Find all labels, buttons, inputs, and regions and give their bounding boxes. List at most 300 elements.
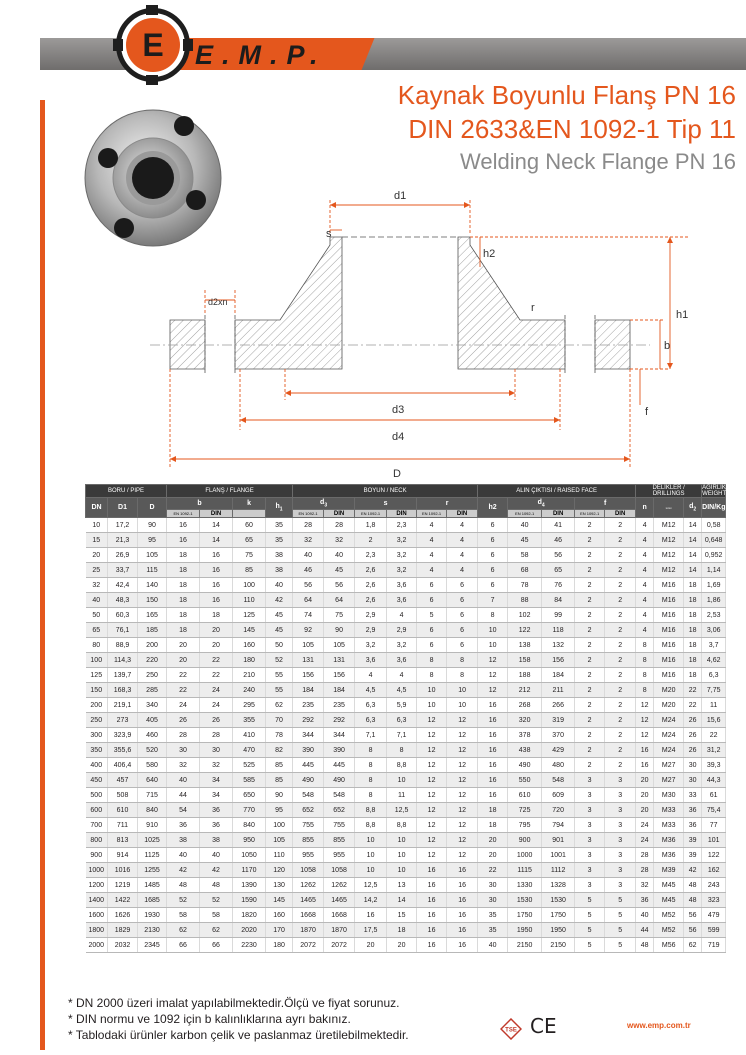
table-cell: 548 (542, 773, 575, 788)
table-cell: 12 (636, 713, 654, 728)
table-cell: 1800 (86, 923, 108, 938)
table-cell: 6 (478, 533, 508, 548)
table-cell: 1219 (108, 878, 138, 893)
table-cell: 105 (324, 638, 355, 653)
table-cell: 1000 (508, 848, 542, 863)
table-cell: 8,8 (355, 818, 387, 833)
col-d4: $d_4$ (508, 498, 575, 510)
table-cell: 39 (684, 833, 702, 848)
table-cell: 12 (417, 758, 447, 773)
table-cell: 158 (508, 653, 542, 668)
table-cell: 40 (478, 938, 508, 953)
table-cell: 26 (167, 713, 200, 728)
table-cell: 44 (636, 923, 654, 938)
table-cell: M36 (654, 833, 684, 848)
table-cell: 8 (636, 668, 654, 683)
table-cell: 36 (684, 803, 702, 818)
table-cell: 150 (138, 593, 167, 608)
dim-d2xn: d2xn (208, 297, 228, 307)
table-cell: 48 (167, 878, 200, 893)
table-cell: 7,1 (355, 728, 387, 743)
table-cell: 66 (200, 938, 233, 953)
table-row (86, 638, 726, 653)
table-cell: 122 (702, 848, 726, 863)
col-weight: DIN/Kg (702, 498, 726, 518)
table-cell: 88,9 (108, 638, 138, 653)
table-cell: 105 (266, 833, 293, 848)
table-cell: 90 (266, 788, 293, 803)
col-dn: DN (86, 498, 108, 518)
table-cell: 3,6 (355, 653, 387, 668)
table-row (86, 908, 726, 923)
table-cell: 3,2 (387, 563, 417, 578)
table-cell: 50 (86, 608, 108, 623)
table-cell: 78 (266, 728, 293, 743)
table-cell: 5 (575, 923, 605, 938)
table-cell: M33 (654, 803, 684, 818)
table-cell: 76 (542, 578, 575, 593)
table-cell: 3 (605, 773, 636, 788)
table-cell: 235 (293, 698, 324, 713)
table-cell: 102 (508, 608, 542, 623)
table-cell: 10 (387, 863, 417, 878)
table-cell: 0,58 (702, 518, 726, 533)
table-cell: 12 (417, 743, 447, 758)
table-cell: 18 (684, 653, 702, 668)
table-cell: 400 (86, 758, 108, 773)
table-cell: 88 (508, 593, 542, 608)
footnote: * Tablodaki ürünler karbon çelik ve paslanmaz üretilebilmektedir. (68, 1028, 409, 1042)
table-cell: 490 (293, 773, 324, 788)
table-cell: 13 (387, 878, 417, 893)
spec-table (85, 484, 726, 953)
table-cell: 77 (702, 818, 726, 833)
table-cell: 4 (636, 533, 654, 548)
table-cell: 12 (447, 788, 478, 803)
table-cell: 56 (684, 908, 702, 923)
table-cell: 2 (605, 518, 636, 533)
table-cell: 65 (542, 563, 575, 578)
table-cell: 220 (138, 653, 167, 668)
table-cell: 28 (636, 848, 654, 863)
table-cell: 156 (324, 668, 355, 683)
dim-h2: h2 (483, 248, 496, 260)
table-cell: 12 (636, 728, 654, 743)
dim-D: D (393, 468, 401, 480)
table-cell: 355 (233, 713, 266, 728)
table-cell: 2 (575, 623, 605, 638)
col-d3: $d_3$ (293, 498, 355, 510)
table-cell: 2,3 (387, 518, 417, 533)
company-logo (116, 8, 190, 82)
table-cell: 1950 (542, 923, 575, 938)
table-cell: 1328 (542, 878, 575, 893)
table-cell: 12 (636, 698, 654, 713)
table-cell: 2 (605, 548, 636, 563)
table-cell: 18 (684, 578, 702, 593)
table-cell: 12 (417, 818, 447, 833)
table-cell: 12 (417, 788, 447, 803)
table-cell: 62 (167, 923, 200, 938)
table-cell: M52 (654, 923, 684, 938)
table-cell: 26 (200, 713, 233, 728)
table-cell: 30 (200, 743, 233, 758)
table-cell: 20 (387, 938, 417, 953)
website-link[interactable]: www.emp.com.tr (627, 1021, 691, 1030)
table-cell: 1,14 (702, 563, 726, 578)
table-cell: 46 (542, 533, 575, 548)
table-cell: M16 (654, 608, 684, 623)
table-cell: 6 (417, 593, 447, 608)
table-cell: 3,2 (387, 638, 417, 653)
table-cell: 1930 (138, 908, 167, 923)
table-cell: 794 (542, 818, 575, 833)
table-cell: 85 (233, 563, 266, 578)
table-cell: 652 (324, 803, 355, 818)
table-cell: 145 (233, 623, 266, 638)
table-cell: 40 (167, 848, 200, 863)
spec-table-body (86, 518, 726, 953)
table-cell: 2 (605, 698, 636, 713)
sub-r-en: EN 1092-1 (417, 510, 447, 518)
table-row (86, 743, 726, 758)
table-cell: 41 (542, 518, 575, 533)
table-cell: M16 (654, 638, 684, 653)
table-cell: 295 (233, 698, 266, 713)
table-cell: 445 (324, 758, 355, 773)
table-cell: 4 (417, 563, 447, 578)
sub-d3-din: DIN (324, 510, 355, 518)
table-cell: 25 (86, 563, 108, 578)
table-cell: 1262 (293, 878, 324, 893)
table-cell: 1400 (86, 893, 108, 908)
table-cell: 6 (447, 593, 478, 608)
col-n: n (636, 498, 654, 518)
table-cell: 38 (167, 833, 200, 848)
table-cell: 720 (542, 803, 575, 818)
table-cell: 1,8 (355, 518, 387, 533)
table-cell: 10 (417, 698, 447, 713)
table-cell: 4 (636, 593, 654, 608)
table-cell: 580 (138, 758, 167, 773)
table-cell: 4 (387, 668, 417, 683)
table-cell: 120 (266, 863, 293, 878)
table-cell: 54 (167, 803, 200, 818)
table-row (86, 563, 726, 578)
table-cell: 20 (200, 638, 233, 653)
table-cell: 36 (167, 818, 200, 833)
title-turkish: Kaynak Boyunlu Flanş PN 16 (397, 80, 736, 110)
table-cell: 650 (233, 788, 266, 803)
table-cell: 165 (138, 608, 167, 623)
table-cell: 32 (86, 578, 108, 593)
table-cell: 100 (266, 818, 293, 833)
table-cell: 2 (605, 638, 636, 653)
table-cell: 1,69 (702, 578, 726, 593)
table-cell: 4 (355, 668, 387, 683)
table-cell: 3,2 (387, 548, 417, 563)
table-cell: 12,5 (355, 878, 387, 893)
table-cell: M30 (654, 788, 684, 803)
table-cell: 28 (324, 518, 355, 533)
table-cell: 3 (575, 833, 605, 848)
table-cell: 344 (293, 728, 324, 743)
table-row (86, 848, 726, 863)
table-cell: 1115 (508, 863, 542, 878)
table-cell: 1112 (542, 863, 575, 878)
table-cell: 8 (355, 788, 387, 803)
table-cell: 508 (108, 788, 138, 803)
table-cell: 4 (636, 608, 654, 623)
table-cell: 550 (508, 773, 542, 788)
table-cell: M24 (654, 743, 684, 758)
sub-f-en: EN 1092-1 (575, 510, 605, 518)
table-cell: 20 (200, 623, 233, 638)
sub-d4-en: EN 1092-1 (508, 510, 542, 518)
col-d1: D1 (108, 498, 138, 518)
table-cell: M27 (654, 758, 684, 773)
table-cell: 18 (167, 578, 200, 593)
table-cell: 132 (542, 638, 575, 653)
table-cell: 4 (636, 548, 654, 563)
table-cell: 1590 (233, 893, 266, 908)
table-row (86, 833, 726, 848)
footnote: * DIN normu ve 1092 için b kalınlıklarına ayrı bakınız. (68, 1012, 351, 1026)
table-cell: 65 (233, 533, 266, 548)
table-cell: 2 (575, 728, 605, 743)
table-cell: 4 (387, 608, 417, 623)
table-cell: M45 (654, 893, 684, 908)
table-cell: 20 (636, 773, 654, 788)
group-drillings: DELİKLER / DRILLINGS (636, 485, 702, 498)
table-cell: 28 (167, 728, 200, 743)
table-cell: M16 (654, 653, 684, 668)
table-cell: 200 (138, 638, 167, 653)
table-row (86, 788, 726, 803)
table-cell: 31,2 (702, 743, 726, 758)
table-cell: 16 (200, 578, 233, 593)
table-cell: 12 (417, 713, 447, 728)
table-cell: 16 (478, 788, 508, 803)
table-cell: 95 (266, 803, 293, 818)
table-cell: 8 (355, 758, 387, 773)
col-d2: $d_2$ (684, 498, 702, 518)
table-cell: 1950 (508, 923, 542, 938)
table-cell: 24 (636, 818, 654, 833)
sub-b-din: DIN (200, 510, 233, 518)
table-cell: 212 (508, 683, 542, 698)
table-cell: 2 (605, 683, 636, 698)
table-cell: 38 (266, 563, 293, 578)
table-row (86, 623, 726, 638)
table-cell: 1668 (293, 908, 324, 923)
table-cell: 45 (324, 563, 355, 578)
table-cell: 6,3 (387, 713, 417, 728)
table-cell: 44,3 (702, 773, 726, 788)
table-cell: 16 (417, 878, 447, 893)
table-cell: 56 (324, 578, 355, 593)
logo-letter: E (126, 18, 180, 72)
table-cell: 42,4 (108, 578, 138, 593)
table-cell: 5 (575, 908, 605, 923)
table-cell: 22 (478, 863, 508, 878)
table-cell: 2 (605, 728, 636, 743)
sub-r-din: DIN (447, 510, 478, 518)
table-row (86, 698, 726, 713)
table-cell: 22 (684, 698, 702, 713)
table-cell: 185 (138, 623, 167, 638)
table-cell: 12 (417, 833, 447, 848)
table-cell: 180 (266, 938, 293, 953)
table-cell: 1422 (108, 893, 138, 908)
table-row (86, 713, 726, 728)
table-cell: 900 (86, 848, 108, 863)
table-cell: 34 (200, 773, 233, 788)
table-cell: 2130 (138, 923, 167, 938)
table-cell: 65 (86, 623, 108, 638)
table-cell: 3 (605, 833, 636, 848)
table-cell: 75 (324, 608, 355, 623)
table-cell: 4 (417, 533, 447, 548)
brand-name: E.M.P. (195, 40, 327, 70)
table-cell: 15,6 (702, 713, 726, 728)
dim-d1: d1 (394, 190, 407, 202)
table-cell: 200 (86, 698, 108, 713)
table-cell: 2,9 (387, 623, 417, 638)
table-cell: M12 (654, 548, 684, 563)
table-cell: 5 (605, 923, 636, 938)
table-cell: 156 (542, 653, 575, 668)
table-cell: 15 (387, 908, 417, 923)
table-cell: 90 (138, 518, 167, 533)
table-cell: 16 (417, 863, 447, 878)
table-cell: 2 (575, 608, 605, 623)
table-cell: 1750 (542, 908, 575, 923)
table-cell: 7,1 (387, 728, 417, 743)
table-cell: 1,86 (702, 593, 726, 608)
table-cell: 3,06 (702, 623, 726, 638)
table-cell: 168,3 (108, 683, 138, 698)
table-cell: 8 (447, 653, 478, 668)
table-cell: 6,3 (355, 698, 387, 713)
table-cell: 6 (478, 518, 508, 533)
table-cell: 1870 (293, 923, 324, 938)
table-cell: 62 (200, 923, 233, 938)
table-cell: 52 (266, 653, 293, 668)
table-cell: 22 (702, 728, 726, 743)
sub-s-din: DIN (387, 510, 417, 518)
dim-h1: h1 (676, 309, 689, 321)
table-cell: 1255 (138, 863, 167, 878)
table-cell: 64 (324, 593, 355, 608)
table-row (86, 533, 726, 548)
table-cell: 20 (167, 638, 200, 653)
table-cell: 14 (684, 518, 702, 533)
table-cell: M27 (654, 773, 684, 788)
table-cell: 33 (684, 788, 702, 803)
table-cell: 28 (200, 728, 233, 743)
table-cell: 16 (355, 908, 387, 923)
table-cell: 18 (387, 923, 417, 938)
table-cell: 795 (508, 818, 542, 833)
col-d: D (138, 498, 167, 518)
table-cell: 8 (417, 653, 447, 668)
table-cell: 10 (387, 848, 417, 863)
table-cell: 16 (478, 713, 508, 728)
table-cell: 5 (605, 938, 636, 953)
table-cell: 2 (605, 623, 636, 638)
table-cell: 82 (266, 743, 293, 758)
table-cell: 14 (200, 518, 233, 533)
table-cell: 323,9 (108, 728, 138, 743)
table-cell: 0,952 (702, 548, 726, 563)
table-cell: 42 (684, 863, 702, 878)
table-cell: 70 (266, 713, 293, 728)
table-cell: 20 (636, 788, 654, 803)
table-cell: 10 (447, 698, 478, 713)
table-cell: 3 (605, 863, 636, 878)
table-cell: 5 (605, 893, 636, 908)
table-cell: 10 (355, 848, 387, 863)
table-cell: 8 (417, 668, 447, 683)
table-cell: 955 (293, 848, 324, 863)
table-cell: 14 (684, 548, 702, 563)
table-cell: 319 (542, 713, 575, 728)
table-cell: 36 (684, 818, 702, 833)
table-cell: 14 (684, 563, 702, 578)
table-cell: 12 (447, 713, 478, 728)
table-cell: 39,3 (702, 758, 726, 773)
table-cell: 2,3 (355, 548, 387, 563)
table-cell: 105 (293, 638, 324, 653)
table-row (86, 773, 726, 788)
table-row (86, 608, 726, 623)
table-cell: 2000 (86, 938, 108, 953)
col-k: k (233, 498, 266, 510)
table-cell: 38 (266, 548, 293, 563)
table-cell: 18 (684, 608, 702, 623)
table-cell: 12 (417, 773, 447, 788)
table-cell: M56 (654, 938, 684, 953)
table-cell: 1025 (138, 833, 167, 848)
table-cell: 445 (293, 758, 324, 773)
table-cell: 8 (387, 743, 417, 758)
table-cell: 14 (387, 893, 417, 908)
table-cell: 62 (684, 938, 702, 953)
table-cell: 800 (86, 833, 108, 848)
title-english: Welding Neck Flange PN 16 (460, 149, 736, 174)
table-cell: 40 (508, 518, 542, 533)
table-cell: 1016 (108, 863, 138, 878)
table-cell: 855 (324, 833, 355, 848)
table-cell: 4,5 (387, 683, 417, 698)
table-cell: M16 (654, 578, 684, 593)
side-accent-bar (40, 100, 45, 1050)
table-cell: 18 (684, 593, 702, 608)
table-cell: 378 (508, 728, 542, 743)
table-cell: 4 (636, 578, 654, 593)
tse-certification-icon (500, 1018, 522, 1040)
table-cell: 48,3 (108, 593, 138, 608)
table-cell: 16 (478, 698, 508, 713)
table-cell: 16 (478, 773, 508, 788)
table-cell: 16 (167, 533, 200, 548)
table-cell: 243 (702, 878, 726, 893)
table-cell: 719 (702, 938, 726, 953)
table-cell: 3 (605, 788, 636, 803)
table-cell: 2 (575, 578, 605, 593)
table-cell: 7,75 (702, 683, 726, 698)
